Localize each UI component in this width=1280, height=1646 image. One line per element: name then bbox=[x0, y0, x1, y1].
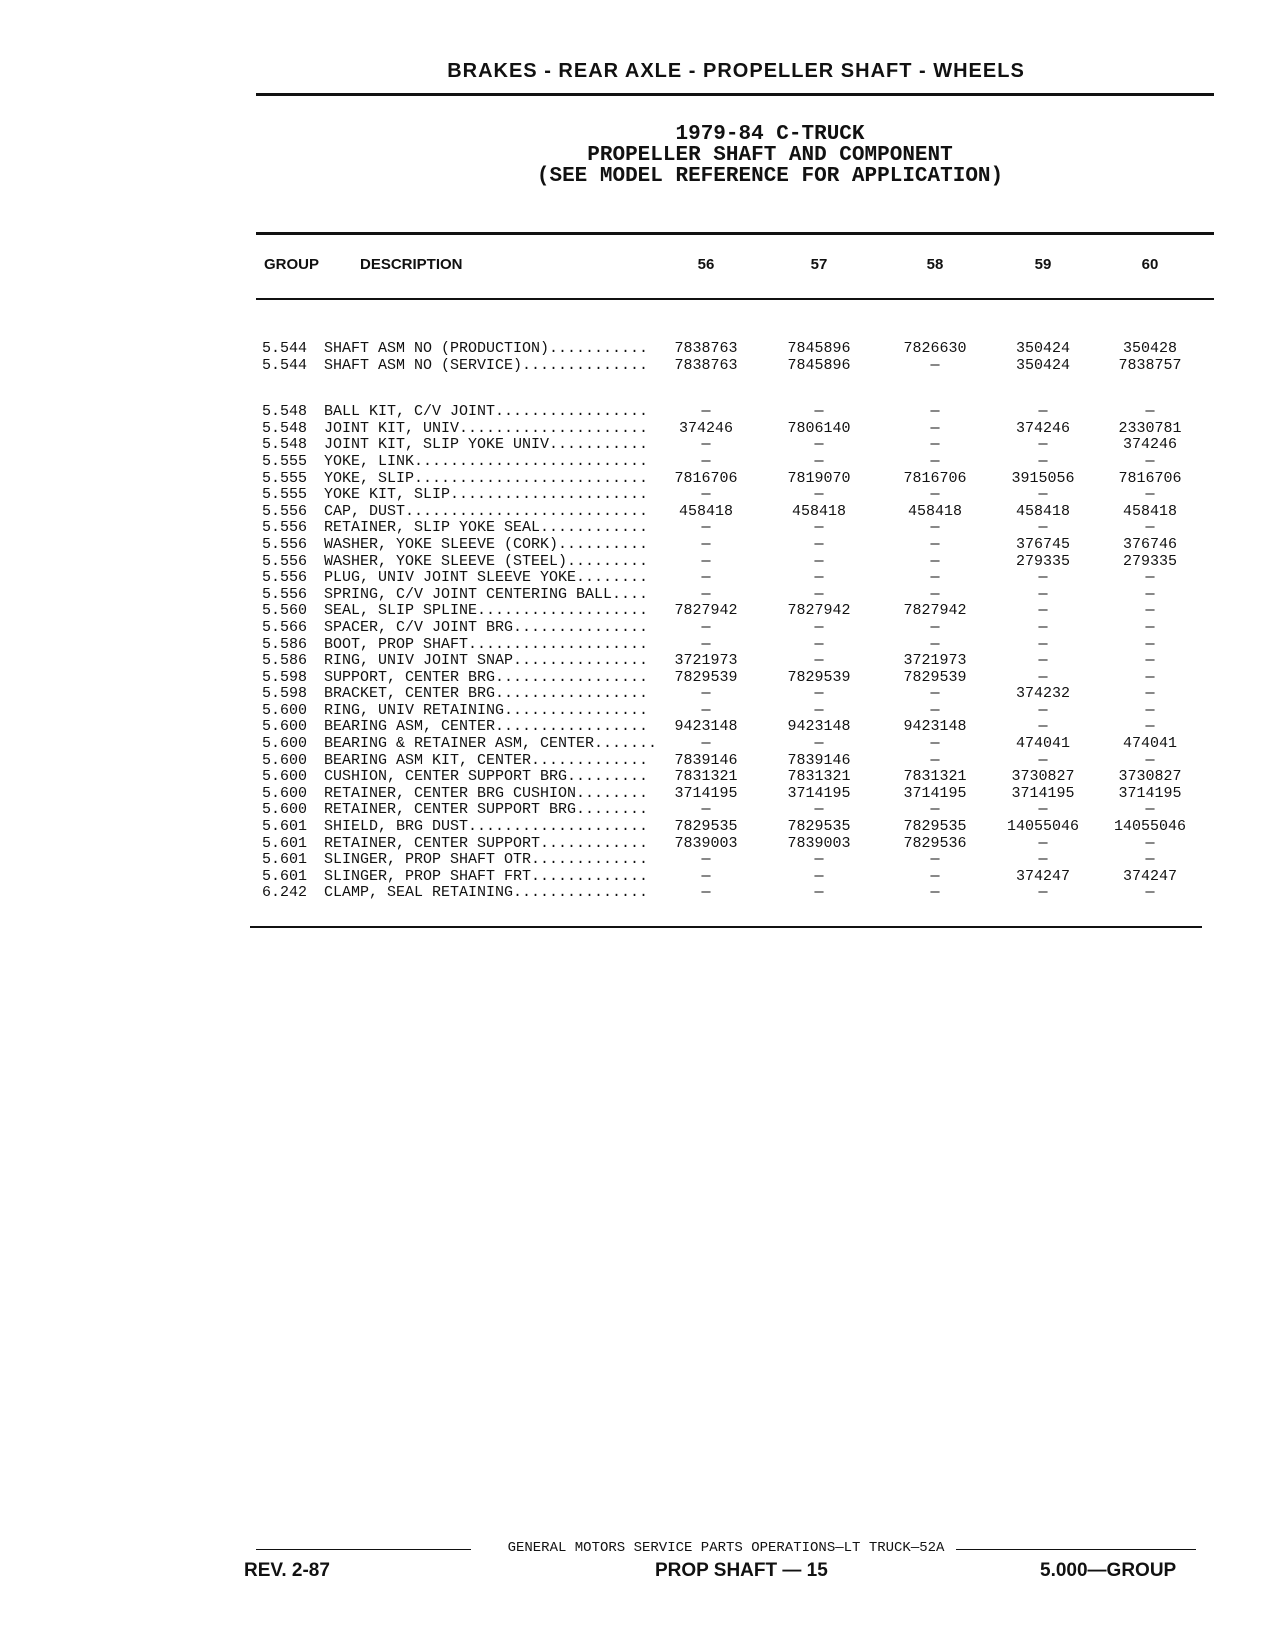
cell-description: SEAL, SLIP SPLINE................... bbox=[324, 602, 649, 620]
cell-part-number: 474041 bbox=[1015, 735, 1070, 753]
table-top-rule bbox=[256, 232, 1214, 235]
cell-part-number: 7839003 bbox=[787, 834, 851, 852]
cell-part-number: 7829539 bbox=[787, 668, 851, 686]
cell-part-number: — bbox=[701, 884, 711, 902]
cell-part-number: — bbox=[930, 569, 940, 587]
cell-part-number: — bbox=[1038, 884, 1048, 902]
cell-part-number: 7829539 bbox=[674, 668, 738, 686]
cell-description: BALL KIT, C/V JOINT................. bbox=[324, 403, 649, 421]
document-title bbox=[420, 124, 1120, 187]
cell-part-number: — bbox=[1038, 751, 1048, 769]
cell-group: 5.560 bbox=[262, 602, 308, 620]
cell-part-number: — bbox=[1038, 486, 1048, 504]
table-row bbox=[256, 851, 1214, 868]
header-col-57: 57 bbox=[810, 256, 828, 273]
cell-description: RETAINER, CENTER BRG CUSHION........ bbox=[324, 784, 649, 802]
table-row bbox=[256, 403, 1214, 420]
cell-part-number: — bbox=[1038, 403, 1048, 421]
cell-part-number: 376746 bbox=[1122, 535, 1177, 553]
cell-part-number: 9423148 bbox=[903, 718, 967, 736]
cell-part-number: — bbox=[1145, 403, 1155, 421]
table-row bbox=[256, 486, 1214, 503]
cell-part-number: — bbox=[814, 585, 824, 603]
table-row bbox=[256, 569, 1214, 586]
cell-part-number: 374232 bbox=[1015, 685, 1070, 703]
cell-group: 5.548 bbox=[262, 419, 308, 437]
cell-part-number: — bbox=[701, 801, 711, 819]
cell-part-number: — bbox=[930, 701, 940, 719]
cell-group: 6.242 bbox=[262, 884, 308, 902]
table-row bbox=[256, 685, 1214, 702]
cell-part-number: 374246 bbox=[1015, 419, 1070, 437]
cell-part-number: 7816706 bbox=[674, 469, 738, 487]
cell-part-number: — bbox=[814, 452, 824, 470]
cell-group: 5.600 bbox=[262, 718, 308, 736]
cell-group: 5.544 bbox=[262, 340, 308, 357]
cell-part-number: — bbox=[814, 436, 824, 454]
cell-part-number: 9423148 bbox=[674, 718, 738, 736]
cell-part-number: 7816706 bbox=[903, 469, 967, 487]
cell-part-number: 7831321 bbox=[787, 768, 851, 786]
section-title: BRAKES - REAR AXLE - PROPELLER SHAFT - WHEELS bbox=[447, 60, 1025, 82]
table-row bbox=[256, 735, 1214, 752]
cell-part-number: 3915056 bbox=[1011, 469, 1075, 487]
table-row bbox=[256, 768, 1214, 785]
cell-part-number: 374247 bbox=[1122, 867, 1177, 885]
cell-part-number: — bbox=[701, 701, 711, 719]
cell-group: 5.548 bbox=[262, 436, 308, 454]
cell-part-number: 14055046 bbox=[1113, 818, 1186, 836]
cell-part-number: — bbox=[930, 403, 940, 421]
cell-part-number: 7829539 bbox=[903, 668, 967, 686]
cell-part-number: 3714195 bbox=[787, 784, 851, 802]
cell-part-number: 3714195 bbox=[1011, 784, 1075, 802]
cell-description: RETAINER, CENTER SUPPORT............ bbox=[324, 834, 649, 852]
title-line-3: (SEE MODEL REFERENCE FOR APPLICATION) bbox=[536, 165, 1004, 188]
cell-part-number: — bbox=[1038, 834, 1048, 852]
cell-description: SHIELD, BRG DUST.................... bbox=[324, 818, 649, 836]
footer-rule-left bbox=[256, 1549, 471, 1550]
cell-group: 5.598 bbox=[262, 668, 308, 686]
cell-part-number: — bbox=[1038, 618, 1048, 636]
cell-part-number: — bbox=[1145, 635, 1155, 653]
cell-description: RING, UNIV JOINT SNAP............... bbox=[324, 652, 649, 670]
cell-part-number: — bbox=[701, 486, 711, 504]
cell-part-number: 350424 bbox=[1015, 356, 1070, 374]
cell-part-number: — bbox=[814, 552, 824, 570]
cell-part-number: 7839146 bbox=[674, 751, 738, 769]
cell-group: 5.601 bbox=[262, 851, 308, 869]
cell-part-number: 458418 bbox=[1015, 502, 1070, 520]
cell-group: 5.598 bbox=[262, 685, 308, 703]
cell-part-number: 7816706 bbox=[1118, 469, 1182, 487]
cell-description: SHAFT ASM NO (SERVICE).............. bbox=[324, 356, 649, 374]
cell-part-number: — bbox=[814, 685, 824, 703]
table-row bbox=[256, 453, 1214, 470]
cell-description: JOINT KIT, SLIP YOKE UNIV........... bbox=[324, 436, 649, 454]
cell-part-number: — bbox=[814, 519, 824, 537]
cell-description: SHAFT ASM NO (PRODUCTION)........... bbox=[324, 340, 649, 357]
cell-group: 5.556 bbox=[262, 502, 308, 520]
cell-part-number: — bbox=[701, 535, 711, 553]
cell-part-number: — bbox=[1038, 701, 1048, 719]
cell-part-number: — bbox=[701, 685, 711, 703]
cell-part-number: — bbox=[930, 635, 940, 653]
cell-description: SPACER, C/V JOINT BRG............... bbox=[324, 618, 649, 636]
cell-part-number: — bbox=[814, 535, 824, 553]
cell-part-number: — bbox=[930, 801, 940, 819]
table-header bbox=[256, 256, 1214, 280]
cell-description: SLINGER, PROP SHAFT OTR............. bbox=[324, 851, 649, 869]
cell-part-number: — bbox=[930, 486, 940, 504]
cell-part-number: — bbox=[701, 403, 711, 421]
cell-part-number: — bbox=[930, 884, 940, 902]
cell-part-number: — bbox=[930, 735, 940, 753]
cell-part-number: 374246 bbox=[678, 419, 733, 437]
cell-description: YOKE, SLIP.......................... bbox=[324, 469, 649, 487]
cell-part-number: — bbox=[1145, 751, 1155, 769]
cell-part-number: — bbox=[701, 635, 711, 653]
cell-group: 5.555 bbox=[262, 469, 308, 487]
cell-part-number: — bbox=[814, 635, 824, 653]
cell-description: CLAMP, SEAL RETAINING............... bbox=[324, 884, 649, 902]
cell-part-number: 279335 bbox=[1015, 552, 1070, 570]
table-row bbox=[256, 785, 1214, 802]
cell-part-number: 3730827 bbox=[1011, 768, 1075, 786]
cell-part-number: — bbox=[1145, 602, 1155, 620]
cell-part-number: — bbox=[1038, 436, 1048, 454]
cell-part-number: 2330781 bbox=[1118, 419, 1182, 437]
header-col-59: 59 bbox=[1034, 256, 1052, 273]
cell-group: 5.601 bbox=[262, 867, 308, 885]
table-row bbox=[256, 420, 1214, 437]
cell-part-number: — bbox=[930, 585, 940, 603]
cell-group: 5.586 bbox=[262, 635, 308, 653]
cell-part-number: — bbox=[1145, 519, 1155, 537]
footer-publisher: GENERAL MOTORS SERVICE PARTS OPERATIONS—LT TRUCK—52A bbox=[507, 1540, 945, 1556]
cell-group: 5.600 bbox=[262, 735, 308, 753]
cell-description: BEARING ASM, CENTER................. bbox=[324, 718, 649, 736]
cell-part-number: — bbox=[1145, 668, 1155, 686]
header-bottom-rule bbox=[256, 298, 1214, 300]
table-row bbox=[256, 503, 1214, 520]
table-row bbox=[256, 718, 1214, 735]
cell-part-number: 9423148 bbox=[787, 718, 851, 736]
cell-part-number: — bbox=[1145, 618, 1155, 636]
cell-part-number: 7838763 bbox=[674, 340, 738, 357]
cell-description: RETAINER, CENTER SUPPORT BRG........ bbox=[324, 801, 649, 819]
table-row bbox=[256, 619, 1214, 636]
cell-part-number: — bbox=[814, 701, 824, 719]
cell-part-number: — bbox=[1038, 851, 1048, 869]
cell-description: BOOT, PROP SHAFT.................... bbox=[324, 635, 649, 653]
cell-part-number: — bbox=[814, 867, 824, 885]
cell-part-number: — bbox=[930, 356, 940, 374]
cell-part-number: 350424 bbox=[1015, 340, 1070, 357]
cell-group: 5.556 bbox=[262, 519, 308, 537]
cell-part-number: — bbox=[701, 867, 711, 885]
cell-description: CAP, DUST........................... bbox=[324, 502, 649, 520]
cell-part-number: — bbox=[1145, 851, 1155, 869]
footer-publisher-line bbox=[256, 1540, 1196, 1560]
cell-part-number: 7829535 bbox=[903, 818, 967, 836]
cell-group: 5.556 bbox=[262, 569, 308, 587]
table-row bbox=[256, 519, 1214, 536]
cell-description: WASHER, YOKE SLEEVE (STEEL)......... bbox=[324, 552, 649, 570]
cell-part-number: 7839003 bbox=[674, 834, 738, 852]
cell-part-number: — bbox=[1038, 668, 1048, 686]
table-row bbox=[256, 340, 1214, 357]
cell-description: BEARING ASM KIT, CENTER............. bbox=[324, 751, 649, 769]
cell-group: 5.544 bbox=[262, 356, 308, 374]
cell-part-number: — bbox=[930, 552, 940, 570]
cell-part-number: 3714195 bbox=[1118, 784, 1182, 802]
cell-group: 5.556 bbox=[262, 535, 308, 553]
table-row bbox=[256, 835, 1214, 852]
cell-part-number: 7845896 bbox=[787, 356, 851, 374]
cell-part-number: — bbox=[814, 851, 824, 869]
cell-group: 5.566 bbox=[262, 618, 308, 636]
page-label: PROP SHAFT — 15 bbox=[655, 1560, 828, 1581]
cell-description: BRACKET, CENTER BRG................. bbox=[324, 685, 649, 703]
cell-part-number: 7829536 bbox=[903, 834, 967, 852]
header-col-56: 56 bbox=[697, 256, 715, 273]
cell-part-number: — bbox=[1145, 801, 1155, 819]
cell-group: 5.555 bbox=[262, 452, 308, 470]
cell-part-number: — bbox=[701, 851, 711, 869]
header-description: DESCRIPTION bbox=[360, 256, 463, 273]
header-col-58: 58 bbox=[926, 256, 944, 273]
cell-part-number: — bbox=[701, 618, 711, 636]
cell-part-number: — bbox=[1145, 452, 1155, 470]
cell-part-number: 7831321 bbox=[674, 768, 738, 786]
cell-part-number: 7838757 bbox=[1118, 356, 1182, 374]
table-row bbox=[256, 553, 1214, 570]
cell-part-number: 7831321 bbox=[903, 768, 967, 786]
cell-description: JOINT KIT, UNIV..................... bbox=[324, 419, 649, 437]
cell-group: 5.600 bbox=[262, 768, 308, 786]
cell-part-number: — bbox=[1145, 486, 1155, 504]
cell-description: PLUG, UNIV JOINT SLEEVE YOKE........ bbox=[324, 569, 649, 587]
cell-part-number: — bbox=[701, 735, 711, 753]
cell-part-number: — bbox=[814, 403, 824, 421]
cell-group: 5.601 bbox=[262, 818, 308, 836]
title-line-2: PROPELLER SHAFT AND COMPONENT bbox=[587, 144, 953, 167]
row-spacer bbox=[256, 373, 1214, 403]
cell-part-number: — bbox=[701, 569, 711, 587]
cell-part-number: — bbox=[814, 652, 824, 670]
cell-part-number: — bbox=[814, 486, 824, 504]
cell-description: SPRING, C/V JOINT CENTERING BALL.... bbox=[324, 585, 649, 603]
cell-group: 5.586 bbox=[262, 652, 308, 670]
cell-description: RING, UNIV RETAINING................ bbox=[324, 701, 649, 719]
cell-part-number: — bbox=[1145, 685, 1155, 703]
cell-part-number: — bbox=[1038, 718, 1048, 736]
cell-part-number: — bbox=[1145, 585, 1155, 603]
cell-part-number: 458418 bbox=[678, 502, 733, 520]
table-row bbox=[256, 586, 1214, 603]
cell-part-number: 7829535 bbox=[674, 818, 738, 836]
cell-part-number: — bbox=[701, 585, 711, 603]
cell-part-number: — bbox=[1038, 519, 1048, 537]
cell-description: RETAINER, SLIP YOKE SEAL............ bbox=[324, 519, 649, 537]
cell-part-number: — bbox=[1145, 569, 1155, 587]
cell-part-number: — bbox=[930, 436, 940, 454]
cell-part-number: — bbox=[701, 552, 711, 570]
table-row bbox=[256, 436, 1214, 453]
table-bottom-rule bbox=[250, 926, 1202, 928]
parts-table-body bbox=[256, 340, 1214, 901]
cell-part-number: 374246 bbox=[1122, 436, 1177, 454]
title-line-1: 1979-84 C-TRUCK bbox=[675, 123, 865, 146]
table-row bbox=[256, 536, 1214, 553]
cell-part-number: — bbox=[1038, 801, 1048, 819]
cell-group: 5.600 bbox=[262, 751, 308, 769]
cell-part-number: — bbox=[930, 751, 940, 769]
cell-part-number: — bbox=[930, 519, 940, 537]
header-group: GROUP bbox=[264, 256, 320, 273]
cell-part-number: — bbox=[930, 535, 940, 553]
cell-part-number: — bbox=[701, 519, 711, 537]
cell-part-number: 7845896 bbox=[787, 340, 851, 357]
cell-part-number: — bbox=[1145, 718, 1155, 736]
cell-part-number: 14055046 bbox=[1006, 818, 1079, 836]
cell-description: SUPPORT, CENTER BRG................. bbox=[324, 668, 649, 686]
cell-part-number: 7829535 bbox=[787, 818, 851, 836]
cell-part-number: 458418 bbox=[791, 502, 846, 520]
cell-part-number: — bbox=[1038, 569, 1048, 587]
cell-group: 5.556 bbox=[262, 585, 308, 603]
cell-part-number: — bbox=[1038, 452, 1048, 470]
cell-part-number: — bbox=[930, 618, 940, 636]
cell-group: 5.548 bbox=[262, 403, 308, 421]
cell-part-number: — bbox=[1038, 652, 1048, 670]
cell-part-number: — bbox=[1145, 884, 1155, 902]
cell-part-number: — bbox=[701, 452, 711, 470]
cell-part-number: 7839146 bbox=[787, 751, 851, 769]
cell-part-number: 458418 bbox=[1122, 502, 1177, 520]
cell-group: 5.600 bbox=[262, 801, 308, 819]
cell-part-number: — bbox=[930, 452, 940, 470]
table-row bbox=[256, 669, 1214, 686]
table-row bbox=[256, 752, 1214, 769]
revision-label: REV. 2-87 bbox=[244, 1560, 330, 1581]
cell-part-number: 3730827 bbox=[1118, 768, 1182, 786]
cell-part-number: 7838763 bbox=[674, 356, 738, 374]
cell-part-number: 474041 bbox=[1122, 735, 1177, 753]
cell-part-number: — bbox=[1145, 834, 1155, 852]
cell-part-number: — bbox=[814, 735, 824, 753]
cell-part-number: — bbox=[1145, 652, 1155, 670]
cell-description: WASHER, YOKE SLEEVE (CORK).......... bbox=[324, 535, 649, 553]
cell-part-number: 7827942 bbox=[674, 602, 738, 620]
cell-part-number: — bbox=[814, 569, 824, 587]
group-label: 5.000—GROUP bbox=[1040, 1560, 1177, 1581]
header-rule bbox=[256, 93, 1214, 96]
cell-part-number: — bbox=[930, 685, 940, 703]
table-row bbox=[256, 470, 1214, 487]
table-row bbox=[256, 702, 1214, 719]
cell-part-number: 376745 bbox=[1015, 535, 1070, 553]
cell-part-number: — bbox=[1145, 701, 1155, 719]
cell-part-number: 7819070 bbox=[787, 469, 851, 487]
cell-description: YOKE, LINK.......................... bbox=[324, 452, 649, 470]
cell-part-number: — bbox=[1038, 602, 1048, 620]
cell-part-number: — bbox=[701, 436, 711, 454]
cell-part-number: 7826630 bbox=[903, 340, 967, 357]
cell-part-number: — bbox=[1038, 635, 1048, 653]
table-row bbox=[256, 636, 1214, 653]
cell-part-number: — bbox=[1038, 585, 1048, 603]
cell-description: BEARING & RETAINER ASM, CENTER....... bbox=[324, 735, 658, 753]
cell-part-number: — bbox=[930, 851, 940, 869]
cell-description: YOKE KIT, SLIP...................... bbox=[324, 486, 649, 504]
table-row bbox=[256, 884, 1214, 901]
table-row bbox=[256, 868, 1214, 885]
cell-part-number: 7827942 bbox=[787, 602, 851, 620]
cell-part-number: — bbox=[930, 867, 940, 885]
cell-part-number: 279335 bbox=[1122, 552, 1177, 570]
cell-part-number: — bbox=[814, 618, 824, 636]
cell-part-number: — bbox=[814, 801, 824, 819]
cell-part-number: 3714195 bbox=[903, 784, 967, 802]
cell-part-number: 374247 bbox=[1015, 867, 1070, 885]
cell-description: SLINGER, PROP SHAFT FRT............. bbox=[324, 867, 649, 885]
cell-group: 5.556 bbox=[262, 552, 308, 570]
cell-part-number: 350428 bbox=[1122, 340, 1177, 357]
table-row bbox=[256, 357, 1214, 374]
cell-part-number: 458418 bbox=[907, 502, 962, 520]
cell-group: 5.600 bbox=[262, 784, 308, 802]
cell-group: 5.555 bbox=[262, 486, 308, 504]
table-row bbox=[256, 818, 1214, 835]
cell-part-number: 3714195 bbox=[674, 784, 738, 802]
cell-part-number: 3721973 bbox=[903, 652, 967, 670]
footer-rule-right bbox=[956, 1549, 1196, 1550]
header-col-60: 60 bbox=[1141, 256, 1159, 273]
cell-part-number: 7827942 bbox=[903, 602, 967, 620]
cell-part-number: 3721973 bbox=[674, 652, 738, 670]
cell-part-number: — bbox=[814, 884, 824, 902]
cell-group: 5.601 bbox=[262, 834, 308, 852]
cell-part-number: 7806140 bbox=[787, 419, 851, 437]
cell-part-number: — bbox=[930, 419, 940, 437]
table-row bbox=[256, 652, 1214, 669]
table-row bbox=[256, 602, 1214, 619]
cell-description: CUSHION, CENTER SUPPORT BRG......... bbox=[324, 768, 649, 786]
cell-group: 5.600 bbox=[262, 701, 308, 719]
table-row bbox=[256, 801, 1214, 818]
